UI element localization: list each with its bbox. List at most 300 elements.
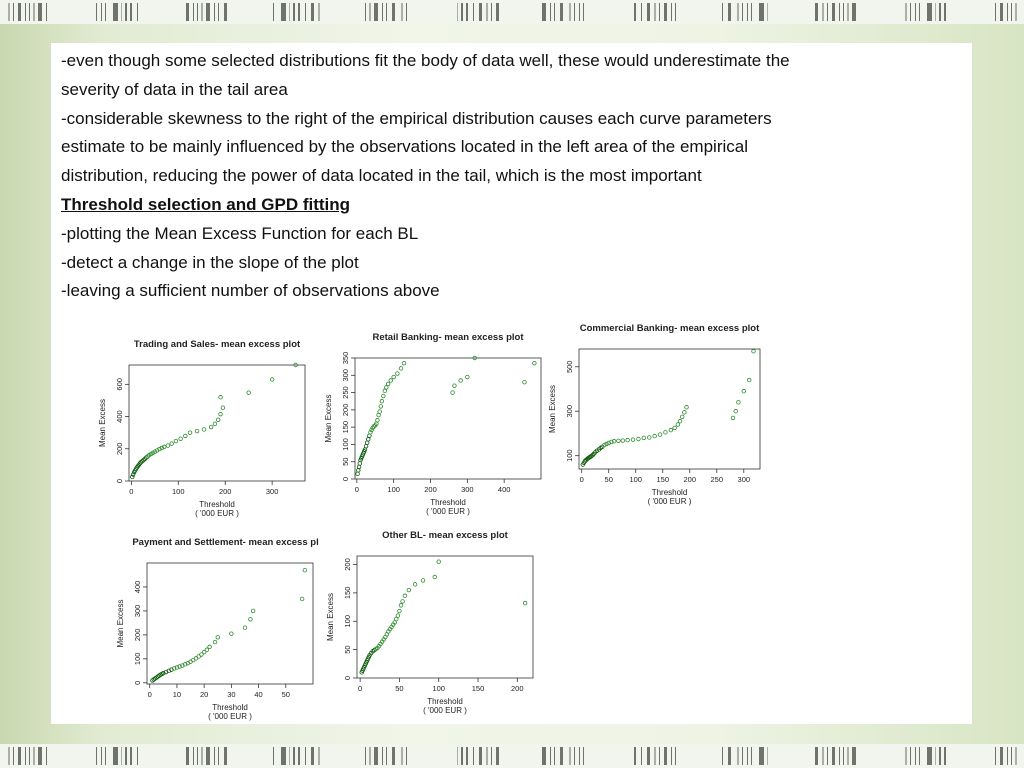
bullet-line: -considerable skewness to the right of the empirical distribution causes each curve parameters [61,108,772,128]
x-tick-label: 200 [218,487,232,496]
data-point [170,442,174,446]
chart-title: Payment and Settlement- mean excess plot [132,537,319,548]
barcode-stripe [369,3,371,21]
barcode-stripe [751,3,752,21]
barcode-stripe [832,3,835,21]
barcode-stripe [365,3,366,21]
barcode-stripe [281,747,286,765]
barcode-stripe [8,747,10,765]
barcode-stripe [406,747,407,765]
y-tick-label: 0 [133,680,142,685]
y-tick-label: 350 [341,351,350,365]
barcode-stripe [722,747,723,765]
barcode-stripe [479,3,482,21]
x-axis-unit: ( '000 EUR ) [208,712,252,721]
barcode-stripe [457,3,458,21]
barcode-stripe [822,3,824,21]
data-point [403,594,407,598]
x-tick-label: 150 [656,475,670,484]
data-point [731,416,735,420]
barcode-stripe [1011,3,1012,21]
barcode-stripe [641,3,642,21]
data-point [243,626,247,630]
barcode-stripe [137,747,138,765]
bullet-line: -plotting the Mean Excess Function for each BL [61,223,419,243]
barcode-stripe [659,3,660,21]
x-tick-label: 10 [172,690,182,699]
data-point [631,438,635,442]
data-point [208,645,212,649]
plot-frame [357,556,533,678]
data-point [642,436,646,440]
chart-trading-sales [91,333,311,523]
barcode-stripe [827,747,828,765]
x-tick-label: 0 [354,485,359,494]
barcode-stripe [641,747,642,765]
barcode-stripe [193,3,194,21]
data-point [392,375,396,379]
y-tick-label: 200 [341,403,350,417]
barcode-stripe [939,3,941,21]
y-tick-label: 150 [343,586,352,600]
data-point [389,379,393,383]
data-point [249,618,253,622]
y-axis-label: Mean Excess [548,384,557,434]
barcode-stripe [647,3,650,21]
barcode-stripe [944,3,946,21]
data-point [685,405,689,409]
barcode-stripe [839,747,840,765]
barcode-stripe [664,3,667,21]
data-point [523,601,527,605]
barcode-stripe [560,3,563,21]
barcode-stripe [457,747,458,765]
y-tick-label: 400 [115,410,124,423]
data-point [459,379,463,383]
barcode-stripe [18,747,21,765]
data-point [184,434,188,438]
barcode-stripe [919,3,920,21]
barcode-stripe [675,3,676,21]
y-tick-label: 250 [341,386,350,399]
barcode-stripe [815,3,818,21]
data-point [209,425,213,429]
barcode-stripe [29,3,30,21]
barcode-stripe [105,747,106,765]
x-tick-label: 200 [511,684,524,693]
barcode-stripe [486,3,488,21]
barcode-stripe [25,3,26,21]
barcode-stripe [201,747,203,765]
barcode-stripe [298,747,300,765]
barcode-stripe [944,747,946,765]
x-tick-label: 50 [281,690,290,699]
data-point [303,568,307,572]
barcode-stripe [664,747,667,765]
barcode-stripe [843,747,844,765]
barcode-stripe [461,3,463,21]
barcode-stripe [910,3,911,21]
barcode-stripe [654,3,656,21]
bullet-line: estimate to be mainly influenced by the observations located in the left area of the empirical [61,137,748,157]
barcode-stripe [659,747,660,765]
barcode-stripe [995,747,996,765]
chart-other-bl [319,524,539,720]
barcode-stripe [382,747,383,765]
barcode-stripe [289,3,290,21]
mean-excess-plot [541,317,766,511]
barcode-stripe [935,3,936,21]
y-axis-label: Mean Excess [116,599,125,648]
barcode-stripe [647,747,650,765]
data-point [664,431,668,435]
x-tick-label: 300 [461,485,474,494]
barcode-stripe [311,747,314,765]
data-point [421,579,425,583]
y-tick-label: 600 [115,378,124,391]
barcode-stripe [496,747,499,765]
barcode-stripe [915,747,916,765]
barcode-stripe [1000,3,1003,21]
barcode-stripe [273,747,274,765]
barcode-stripe [574,747,575,765]
barcode-stripe [486,747,488,765]
y-tick-label: 300 [341,369,350,382]
x-axis-unit: ( '000 EUR ) [426,507,470,516]
barcode-stripe [728,747,731,765]
barcode-stripe [466,747,468,765]
barcode-stripe [737,3,739,21]
chart-title: Trading and Sales- mean excess plot [133,339,301,350]
data-point [680,415,684,419]
barcode-stripe [374,747,378,765]
barcode-stripe [722,3,723,21]
x-axis-label: Threshold [427,697,463,706]
barcode-stripe [218,3,219,21]
y-tick-label: 200 [133,628,142,642]
barcode-stripe [13,3,14,21]
data-point [399,367,403,371]
barcode-stripe [843,3,844,21]
data-point [213,422,217,426]
barcode-stripe [201,3,203,21]
barcode-stripe [224,747,227,765]
barcode-stripe [759,3,764,21]
data-point [188,431,192,435]
barcode-stripe [214,3,215,21]
barcode-stripe [318,747,320,765]
barcode-stripe [273,3,274,21]
mean-excess-plot [91,333,311,523]
x-tick-label: 300 [737,475,751,484]
barcode-stripe [392,747,395,765]
x-axis-label: Threshold [212,703,248,712]
y-tick-label: 50 [343,645,352,654]
x-tick-label: 0 [147,690,152,699]
x-tick-label: 50 [395,684,404,693]
barcode-stripe [197,3,198,21]
barcode-stripe [832,747,835,765]
y-tick-label: 100 [341,438,350,451]
data-point [364,444,368,448]
barcode-stripe [759,747,764,765]
y-axis-label: Mean Excess [98,398,107,448]
mean-excess-plot [319,524,539,720]
y-tick-label: 500 [565,360,574,374]
x-axis-label: Threshold [430,498,466,507]
data-point [747,378,751,382]
barcode-stripe [550,3,551,21]
data-point [247,391,251,395]
barcode-stripe [311,3,314,21]
data-point [380,399,384,403]
y-tick-label: 150 [341,420,350,434]
y-tick-label: 300 [133,604,142,618]
data-point [647,436,651,440]
barcode-stripe [25,747,26,765]
data-point [368,434,372,438]
data-point [734,409,738,413]
x-tick-label: 400 [497,485,511,494]
x-tick-label: 0 [358,684,363,693]
barcode-stripe [742,747,743,765]
data-point [437,560,441,564]
barcode-stripe [137,3,138,21]
barcode-stripe [1007,3,1008,21]
data-point [396,372,400,376]
barcode-stripe [935,747,936,765]
barcode-stripe [852,3,856,21]
barcode-stripe [38,3,42,21]
barcode-stripe [293,3,295,21]
data-point [466,375,470,379]
barcode-stripe [560,747,563,765]
barcode-stripe [1000,747,1003,765]
data-point [179,437,183,441]
data-point [357,465,361,469]
barcode-stripe [927,3,932,21]
data-point [383,389,387,393]
barcode-stripe [113,3,118,21]
barcode-stripe [392,3,395,21]
data-point [213,640,217,644]
barcode-stripe [554,3,555,21]
bullet-line: severity of data in the tail area [61,79,288,99]
bullet-line: -leaving a sufficient number of observations above [61,281,440,301]
barcode-stripe [305,747,306,765]
barcode-stripe [927,747,932,765]
barcode-stripe [473,3,474,21]
barcode-stripe [583,747,584,765]
barcode-stripe [218,747,219,765]
barcode-stripe [46,747,47,765]
barcode-stripe [214,747,215,765]
barcode-stripe [827,3,828,21]
data-point [407,588,411,592]
barcode-stripe [473,747,474,765]
data-point [523,380,527,384]
barcode-stripe [1007,747,1008,765]
barcode-stripe [542,3,546,21]
barcode-stripe [186,747,189,765]
data-point [433,575,437,579]
mean-excess-plot [109,531,319,726]
y-tick-label: 100 [343,614,352,628]
data-point [626,438,630,442]
barcode-stripe [374,3,378,21]
barcode-stripe [847,747,849,765]
data-point [673,426,677,430]
barcode-stripe [96,747,97,765]
barcode-stripe [105,3,106,21]
barcode-stripe [318,3,320,21]
barcode-stripe [915,3,916,21]
y-axis-label: Mean Excess [324,394,333,443]
data-point [533,361,537,365]
barcode-stripe [38,747,42,765]
barcode-stripe [224,3,227,21]
barcode-stripe [193,747,194,765]
barcode-stripe [121,747,122,765]
data-point [270,378,274,382]
plot-frame [355,358,541,479]
data-point [396,614,400,618]
data-point [251,609,255,613]
barcode-stripe [747,3,748,21]
barcode-stripe [466,3,468,21]
barcode-stripe [815,747,818,765]
barcode-stripe [130,747,132,765]
x-tick-label: 100 [432,684,445,693]
x-tick-label: 30 [227,690,236,699]
barcode-stripe [96,3,97,21]
x-tick-label: 100 [172,487,185,496]
data-point [366,437,370,441]
data-point [653,434,657,438]
y-tick-label: 100 [565,449,574,462]
data-point [356,472,360,476]
y-tick-label: 0 [341,476,350,482]
barcode-stripe [1015,3,1017,21]
barcode-stripe [29,747,30,765]
data-point [669,428,673,432]
barcode-stripe [747,747,748,765]
barcode-stripe [574,3,575,21]
barcode-stripe [18,3,21,21]
barcode-stripe [33,3,35,21]
barcode-stripe [293,747,295,765]
barcode-stripe [491,3,492,21]
barcode-stripe [550,747,551,765]
chart-retail-banking [317,326,547,521]
barcode-stripe [8,3,10,21]
data-point [365,441,369,445]
data-point [166,444,170,448]
x-tick-label: 250 [710,475,724,484]
barcode-stripe [919,747,920,765]
barcode-stripe [654,747,656,765]
data-point [752,349,756,353]
data-point [413,583,417,587]
barcode-stripe [46,3,47,21]
x-tick-label: 20 [199,690,209,699]
barcode-stripe [369,747,371,765]
barcode-stripe [386,747,387,765]
bottom-barcode-border [0,744,1024,768]
y-tick-label: 100 [133,652,142,666]
data-point [221,406,225,410]
data-point [216,635,220,639]
barcode-stripe [569,747,571,765]
barcode-stripe [305,3,306,21]
barcode-stripe [13,747,14,765]
x-tick-label: 100 [629,475,642,484]
barcode-stripe [130,3,132,21]
chart-payment-settlement [109,531,319,726]
x-tick-label: 40 [254,690,263,699]
barcode-stripe [386,3,387,21]
barcode-stripe [822,747,824,765]
barcode-stripe [289,747,290,765]
data-point [386,382,390,386]
barcode-stripe [554,747,555,765]
x-axis-label: Threshold [199,500,235,509]
data-point [678,419,682,423]
slide-text [61,47,961,306]
barcode-stripe [186,3,189,21]
mean-excess-plot [317,326,547,521]
barcode-stripe [634,3,636,21]
barcode-stripe [767,3,768,21]
x-axis-unit: ( '000 EUR ) [195,509,239,518]
data-point [202,428,206,432]
barcode-stripe [401,3,403,21]
barcode-stripe [995,3,996,21]
data-point [683,411,687,415]
section-heading: Threshold selection and GPD fitting [61,194,351,214]
barcode-stripe [737,747,739,765]
barcode-stripe [675,747,676,765]
barcode-stripe [125,3,127,21]
data-point [676,423,680,427]
barcode-stripe [491,747,492,765]
x-axis-unit: ( '000 EUR ) [647,497,692,506]
barcode-stripe [33,747,35,765]
data-point [453,384,457,388]
barcode-stripe [461,747,463,765]
barcode-stripe [905,747,907,765]
chart-title: Retail Banking- mean excess plot [372,332,524,343]
plot-frame [579,349,760,469]
y-tick-label: 200 [115,442,124,456]
bullet-line: -detect a change in the slope of the plot [61,252,359,272]
data-point [617,439,621,443]
y-tick-label: 50 [341,457,350,466]
top-barcode-border [0,0,1024,24]
barcode-stripe [125,747,127,765]
x-tick-label: 200 [424,485,437,494]
data-point [377,413,381,417]
barcode-stripe [671,3,672,21]
data-point [385,386,389,390]
data-point [216,418,220,422]
barcode-stripe [847,3,849,21]
barcode-stripe [113,747,118,765]
x-tick-label: 100 [387,485,400,494]
barcode-stripe [767,747,768,765]
barcode-stripe [206,747,210,765]
barcode-stripe [401,747,403,765]
